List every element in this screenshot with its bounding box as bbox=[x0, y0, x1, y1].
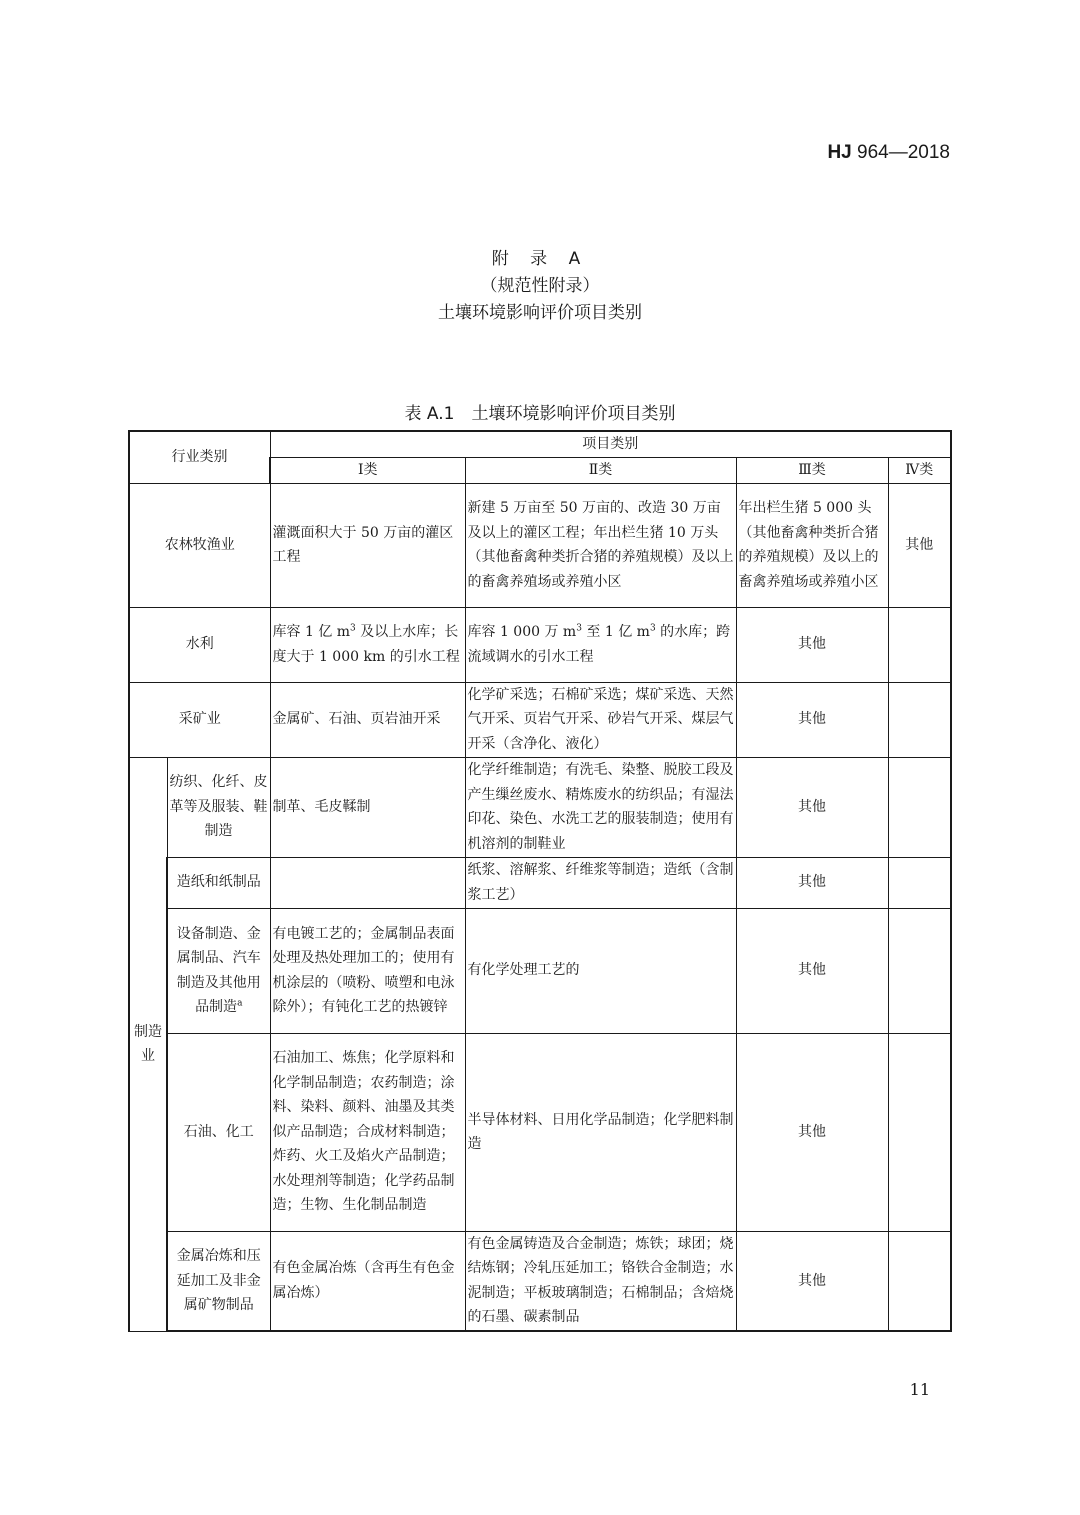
appendix-subtitle: （规范性附录） bbox=[480, 276, 600, 296]
header-project-category: 项目类别 bbox=[270, 431, 951, 457]
class-2-text-a: 库容 1 000 万 m bbox=[467, 624, 577, 640]
class-3-cell: 其他 bbox=[736, 607, 888, 682]
industry-text: 设备制造、金属制品、汽车制造及其他用品制造 bbox=[176, 925, 261, 1015]
industry-cell: 金属冶炼和压延加工及非金属矿物制品 bbox=[167, 1231, 270, 1331]
standard-code bbox=[827, 142, 950, 164]
appendix-heading-block bbox=[0, 246, 1080, 327]
standard-code-prefix: HJ bbox=[827, 142, 852, 163]
class-2-cell: 化学矿采选；石棉矿采选；煤矿采选、天然气开采、页岩气开采、砂岩气开采、煤层气开采（含净化、液化） bbox=[465, 682, 736, 757]
table-row bbox=[129, 908, 951, 1033]
table-row bbox=[129, 1231, 951, 1331]
header-class-1: Ⅰ类 bbox=[270, 457, 465, 483]
table-caption: 表 A.1 土壤环境影响评价项目类别 bbox=[404, 404, 676, 424]
appendix-title: 附 录 A bbox=[491, 249, 589, 269]
class-2-cell: 有色金属铸造及合金制造；炼铁；球团；烧结炼钢；冷轧压延加工；铬铁合金制造；水泥制造；平板玻璃制造；石棉制品；含焙烧的石墨、碳素制品 bbox=[465, 1231, 736, 1331]
industry-cell: 纺织、化纤、皮革等及服装、鞋制造 bbox=[167, 757, 270, 857]
class-4-cell bbox=[888, 857, 951, 908]
header-class-3: Ⅲ类 bbox=[736, 457, 888, 483]
class-1-text-b: 及以上水库；长度大于 1 000 km 的引水工程 bbox=[272, 624, 460, 665]
class-1-cell: 有色金属冶炼（含再生有色金属冶炼） bbox=[270, 1231, 465, 1331]
class-1-cell: 金属矿、石油、页岩油开采 bbox=[270, 682, 465, 757]
class-2-cell: 半导体材料、日用化学品制造；化学肥料制造 bbox=[465, 1033, 736, 1231]
standard-code-number: 964—2018 bbox=[857, 142, 950, 163]
table-row bbox=[129, 682, 951, 757]
class-3-cell: 其他 bbox=[736, 857, 888, 908]
class-4-cell bbox=[888, 1033, 951, 1231]
class-3-cell: 其他 bbox=[736, 682, 888, 757]
class-3-cell: 其他 bbox=[736, 1231, 888, 1331]
class-4-cell bbox=[888, 682, 951, 757]
class-4-cell: 其他 bbox=[888, 483, 951, 607]
class-1-cell: 制革、毛皮鞣制 bbox=[270, 757, 465, 857]
class-3-cell: 其他 bbox=[736, 757, 888, 857]
class-1-cell: 有电镀工艺的；金属制品表面处理及热处理加工的；使用有机涂层的（喷粉、喷塑和电泳除外）；有钝化工艺的热镀锌 bbox=[270, 908, 465, 1033]
footnote-marker: a bbox=[237, 998, 243, 1009]
table-header-row bbox=[129, 431, 951, 457]
class-4-cell bbox=[888, 908, 951, 1033]
project-category-table bbox=[128, 430, 952, 1332]
industry-cell bbox=[167, 908, 270, 1033]
class-3-cell: 年出栏生猪 5 000 头（其他畜禽种类折合猪的养殖规模）及以上的畜禽养殖场或养殖小区 bbox=[736, 483, 888, 607]
table-row bbox=[129, 757, 951, 857]
class-2-text-c: 的水库；跨流域调水的引水工程 bbox=[467, 624, 731, 665]
industry-cell: 造纸和纸制品 bbox=[167, 857, 270, 908]
class-1-cell: 灌溉面积大于 50 万亩的灌区工程 bbox=[270, 483, 465, 607]
table-row bbox=[129, 607, 951, 682]
superscript: 3 bbox=[649, 623, 656, 634]
class-4-cell bbox=[888, 757, 951, 857]
industry-cell: 农林牧渔业 bbox=[129, 483, 270, 607]
class-1-text-a: 库容 1 亿 m bbox=[272, 624, 351, 640]
class-1-cell: 石油加工、炼焦；化学原料和化学制品制造；农药制造；涂料、染料、颜料、油墨及其类似产品制造；合成材料制造；炸药、火工及焰火产品制造；水处理剂等制造；化学药品制造；生物、生化制品制造 bbox=[270, 1033, 465, 1231]
class-2-cell: 化学纤维制造；有洗毛、染整、脱胶工段及产生缫丝废水、精炼废水的纺织品；有湿法印花、染色、水洗工艺的服装制造；使用有机溶剂的制鞋业 bbox=[465, 757, 736, 857]
class-4-cell bbox=[888, 607, 951, 682]
table-row bbox=[129, 857, 951, 908]
table-row bbox=[129, 1033, 951, 1231]
class-2-cell: 纸浆、溶解浆、纤维浆等制造；造纸（含制浆工艺） bbox=[465, 857, 736, 908]
class-2-cell bbox=[465, 607, 736, 682]
class-3-cell: 其他 bbox=[736, 908, 888, 1033]
superscript: 3 bbox=[576, 623, 582, 634]
manufacturing-label: 制造业 bbox=[129, 757, 167, 1331]
industry-cell: 石油、化工 bbox=[167, 1033, 270, 1231]
header-class-4: Ⅳ类 bbox=[888, 457, 951, 483]
table-row bbox=[129, 483, 951, 607]
appendix-heading: 土壤环境影响评价项目类别 bbox=[438, 303, 642, 323]
header-class-2: Ⅱ类 bbox=[465, 457, 736, 483]
class-1-cell bbox=[270, 857, 465, 908]
class-4-cell bbox=[888, 1231, 951, 1331]
class-3-cell: 其他 bbox=[736, 1033, 888, 1231]
industry-cell: 水利 bbox=[129, 607, 270, 682]
class-1-cell bbox=[270, 607, 465, 682]
industry-cell: 采矿业 bbox=[129, 682, 270, 757]
class-2-cell: 新建 5 万亩至 50 万亩的、改造 30 万亩及以上的灌区工程；年出栏生猪 10 万头（其他畜禽种类折合猪的养殖规模）及以上的畜禽养殖场或养殖小区 bbox=[465, 483, 736, 607]
superscript: 3 bbox=[350, 623, 356, 634]
class-2-cell: 有化学处理工艺的 bbox=[465, 908, 736, 1033]
header-industry: 行业类别 bbox=[129, 431, 270, 483]
class-2-text-b: 至 1 亿 m bbox=[581, 624, 650, 640]
page-number: 11 bbox=[909, 1380, 930, 1399]
